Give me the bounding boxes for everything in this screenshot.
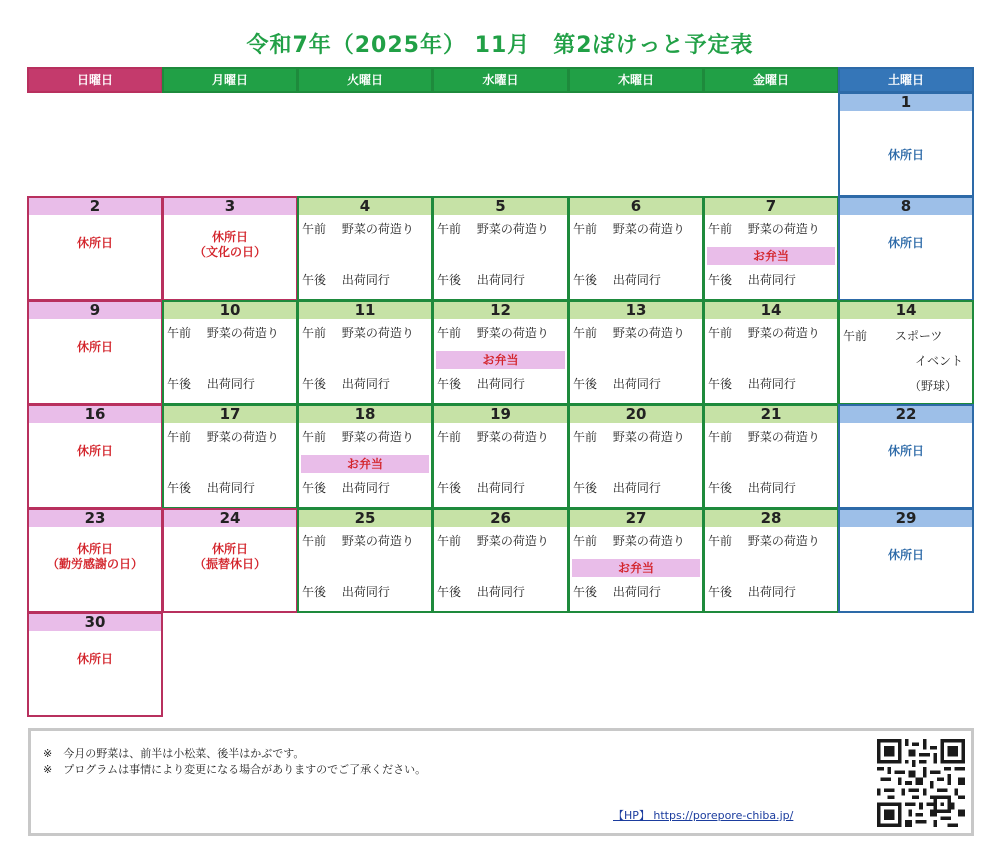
pm-activity: 午後 出荷同行 xyxy=(302,481,390,495)
day-number: 9 xyxy=(29,302,161,319)
day-cell xyxy=(162,508,298,613)
day-number: 14 xyxy=(705,302,837,319)
day-cell xyxy=(297,404,433,509)
am-activity: 午前 野菜の荷造り xyxy=(573,222,685,236)
closed-label: 休所日 xyxy=(76,542,113,556)
closed-label: 休所日 xyxy=(887,444,924,458)
qr-code-icon xyxy=(877,739,965,827)
day-number: 30 xyxy=(29,614,161,631)
day-number: 3 xyxy=(164,198,296,215)
holiday-label: （振替休日） xyxy=(193,557,266,571)
am-activity: 午前 野菜の荷造り xyxy=(302,534,414,548)
day-cell xyxy=(703,404,839,509)
header-friday: 金曜日 xyxy=(703,67,839,93)
day-cell xyxy=(27,612,163,717)
day-number: 13 xyxy=(570,302,702,319)
day-cell xyxy=(432,300,569,405)
pm-activity: 午後 出荷同行 xyxy=(573,481,661,495)
header-wednesday: 水曜日 xyxy=(432,67,569,93)
day-number: 22 xyxy=(840,406,972,423)
closed-label: 休所日 xyxy=(887,548,924,562)
closed-label: 休所日 xyxy=(76,444,113,458)
day-cell xyxy=(568,196,704,301)
am-activity: 午前 野菜の荷造り xyxy=(437,534,549,548)
closed-label: 休所日 xyxy=(76,340,113,354)
day-cell xyxy=(838,196,974,301)
day-cell xyxy=(838,404,974,509)
bento-label: お弁当 xyxy=(301,455,429,473)
header-monday: 月曜日 xyxy=(162,67,298,93)
am-activity: 午前 野菜の荷造り xyxy=(573,534,685,548)
pm-activity: 午後 出荷同行 xyxy=(437,585,525,599)
am-activity: 午前 野菜の荷造り xyxy=(167,326,279,340)
homepage-link[interactable]: 【HP】 https://porepore-chiba.jp/ xyxy=(613,809,794,822)
day-cell xyxy=(432,404,569,509)
day-number: 25 xyxy=(299,510,431,527)
pm-activity: 午後 出荷同行 xyxy=(573,273,661,287)
bento-label: お弁当 xyxy=(707,247,835,265)
day-number: 6 xyxy=(570,198,702,215)
day-cell xyxy=(432,508,569,613)
day-cell xyxy=(703,508,839,613)
day-cell xyxy=(838,300,974,405)
event-activity: 午前 スポーツ イベント （野球） xyxy=(843,329,964,393)
day-cell xyxy=(27,300,163,405)
am-activity: 午前 野菜の荷造り xyxy=(708,326,820,340)
day-number: 7 xyxy=(705,198,837,215)
day-number: 26 xyxy=(434,510,567,527)
pm-activity: 午後 出荷同行 xyxy=(708,377,796,391)
day-number: 19 xyxy=(434,406,567,423)
day-cell xyxy=(432,196,569,301)
closed-label: 休所日 xyxy=(211,230,248,244)
day-number: 17 xyxy=(164,406,296,423)
am-activity: 午前 野菜の荷造り xyxy=(708,222,820,236)
day-number: 18 xyxy=(299,406,431,423)
holiday-label: （勤労感謝の日） xyxy=(46,557,143,571)
pm-activity: 午後 出荷同行 xyxy=(302,273,390,287)
closed-label: 休所日 xyxy=(887,236,924,250)
day-cell xyxy=(27,196,163,301)
day-number: 28 xyxy=(705,510,837,527)
holiday-label: （文化の日） xyxy=(193,245,266,259)
day-cell xyxy=(162,300,298,405)
pm-activity: 午後 出荷同行 xyxy=(708,273,796,287)
closed-label: 休所日 xyxy=(887,148,924,162)
day-cell xyxy=(27,508,163,613)
am-activity: 午前 野菜の荷造り xyxy=(302,326,414,340)
day-number: 2 xyxy=(29,198,161,215)
day-number: 24 xyxy=(164,510,296,527)
pm-activity: 午後 出荷同行 xyxy=(437,377,525,391)
day-cell xyxy=(838,508,974,613)
am-activity: 午前 野菜の荷造り xyxy=(302,222,414,236)
day-number: 16 xyxy=(29,406,161,423)
day-cell xyxy=(297,196,433,301)
pm-activity: 午後 出荷同行 xyxy=(573,585,661,599)
day-cell xyxy=(568,300,704,405)
day-cell xyxy=(703,300,839,405)
header-thursday: 木曜日 xyxy=(568,67,704,93)
am-activity: 午前 野菜の荷造り xyxy=(437,222,549,236)
day-number: 27 xyxy=(570,510,702,527)
day-cell xyxy=(838,92,974,197)
am-activity: 午前 野菜の荷造り xyxy=(437,430,549,444)
closed-label: 休所日 xyxy=(76,236,113,250)
day-number: 23 xyxy=(29,510,161,527)
pm-activity: 午後 出荷同行 xyxy=(708,585,796,599)
day-number: 10 xyxy=(164,302,296,319)
closed-label: 休所日 xyxy=(211,542,248,556)
day-number: 11 xyxy=(299,302,431,319)
pm-activity: 午後 出荷同行 xyxy=(437,481,525,495)
header-saturday: 土曜日 xyxy=(838,67,974,93)
am-activity: 午前 野菜の荷造り xyxy=(573,326,685,340)
pm-activity: 午後 出荷同行 xyxy=(302,585,390,599)
day-cell xyxy=(568,508,704,613)
am-activity: 午前 野菜の荷造り xyxy=(708,430,820,444)
pm-activity: 午後 出荷同行 xyxy=(302,377,390,391)
day-number: 1 xyxy=(840,94,972,111)
day-number: 5 xyxy=(434,198,567,215)
day-number: 29 xyxy=(840,510,972,527)
pm-activity: 午後 出荷同行 xyxy=(437,273,525,287)
day-number: 14 xyxy=(840,302,972,319)
note-vegetables: ※ 今月の野菜は、前半は小松菜、後半はかぶです。 xyxy=(43,747,305,760)
day-cell xyxy=(297,508,433,613)
day-number: 21 xyxy=(705,406,837,423)
header-sunday: 日曜日 xyxy=(27,67,163,93)
note-program-change: ※ プログラムは事情により変更になる場合がありますのでご了承ください。 xyxy=(43,763,427,776)
day-cell xyxy=(297,300,433,405)
day-number: 8 xyxy=(840,198,972,215)
notes-box xyxy=(28,728,974,836)
pm-activity: 午後 出荷同行 xyxy=(167,481,255,495)
bento-label: お弁当 xyxy=(436,351,565,369)
am-activity: 午前 野菜の荷造り xyxy=(573,430,685,444)
day-cell xyxy=(162,404,298,509)
day-cell xyxy=(162,196,298,301)
day-cell xyxy=(27,404,163,509)
closed-label: 休所日 xyxy=(76,652,113,666)
header-tuesday: 火曜日 xyxy=(297,67,433,93)
pm-activity: 午後 出荷同行 xyxy=(167,377,255,391)
day-cell xyxy=(568,404,704,509)
day-number: 20 xyxy=(570,406,702,423)
day-number: 12 xyxy=(434,302,567,319)
pm-activity: 午後 出荷同行 xyxy=(708,481,796,495)
day-number: 4 xyxy=(299,198,431,215)
am-activity: 午前 野菜の荷造り xyxy=(302,430,414,444)
day-cell xyxy=(703,196,839,301)
page-title: 令和7年（2025年） 11月 第2ぽけっと予定表 xyxy=(246,33,754,58)
am-activity: 午前 野菜の荷造り xyxy=(167,430,279,444)
pm-activity: 午後 出荷同行 xyxy=(573,377,661,391)
bento-label: お弁当 xyxy=(572,559,700,577)
am-activity: 午前 野菜の荷造り xyxy=(708,534,820,548)
am-activity: 午前 野菜の荷造り xyxy=(437,326,549,340)
